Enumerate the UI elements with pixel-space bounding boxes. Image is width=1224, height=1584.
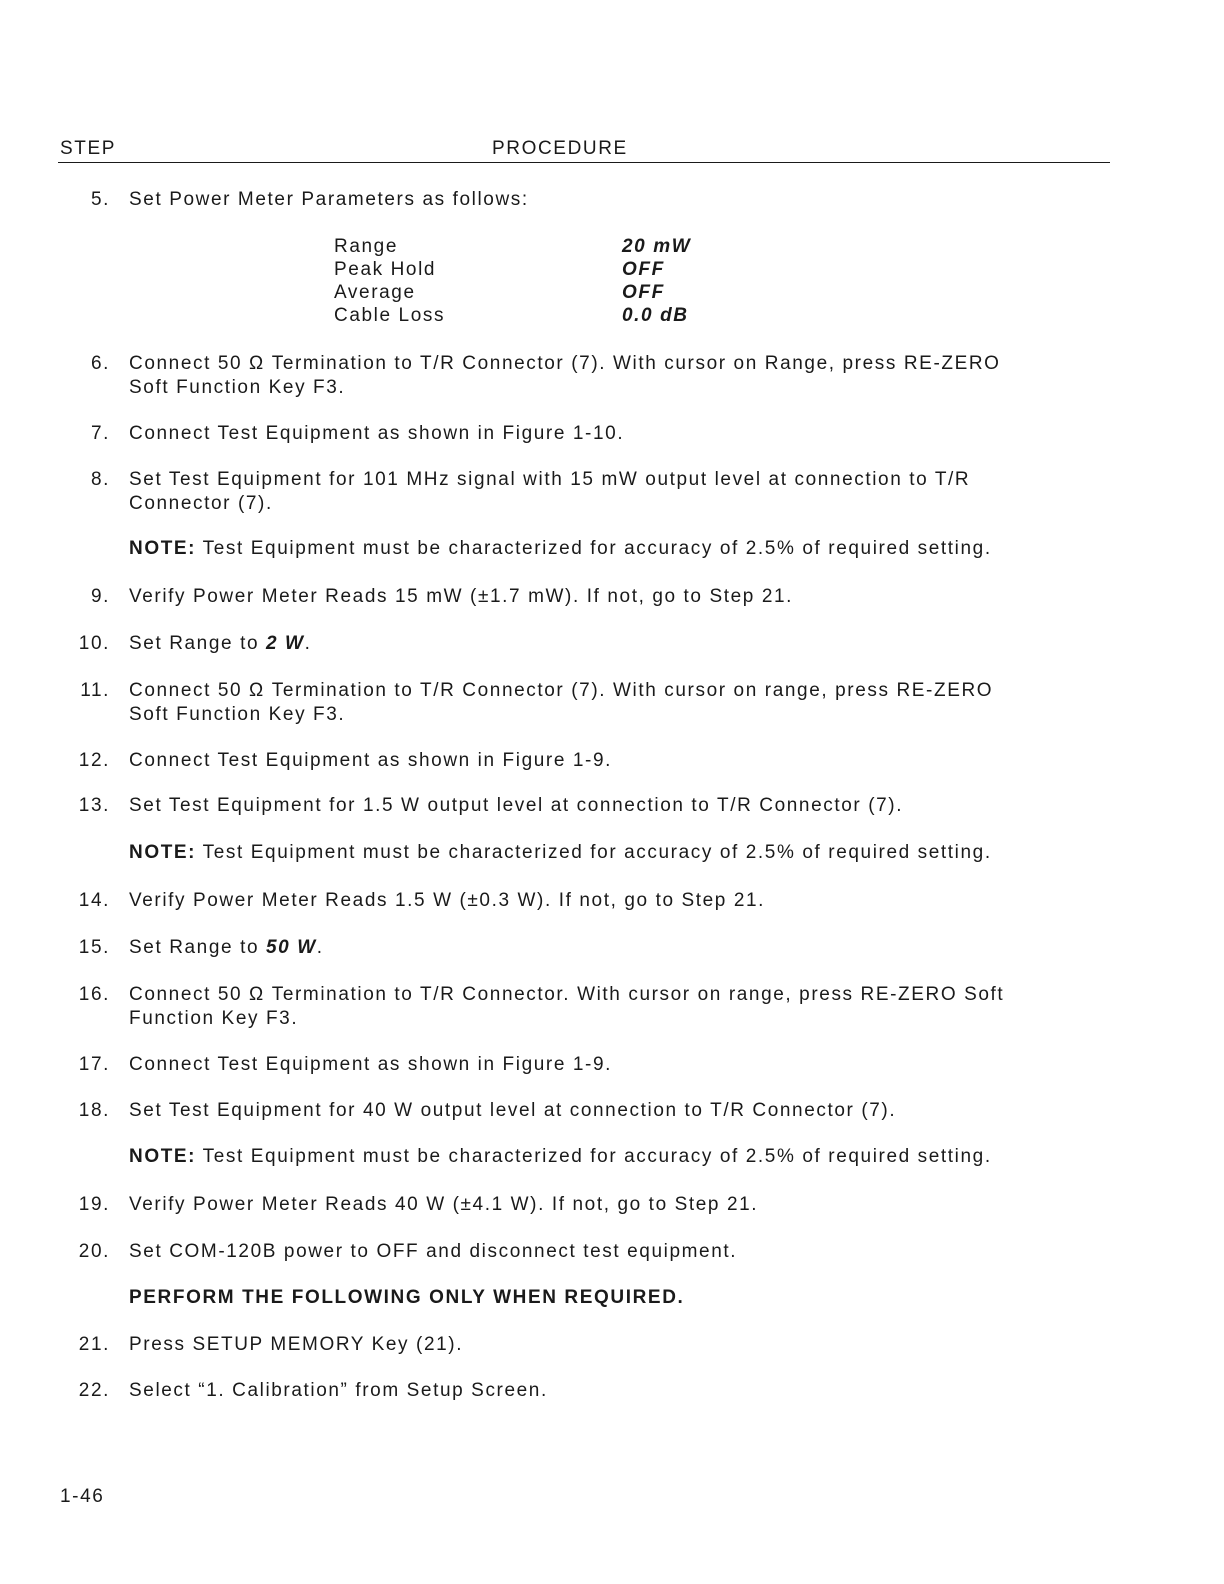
step-text-prefix: Set Range to <box>129 633 266 654</box>
page-header <box>60 138 1108 162</box>
step-number: 12. <box>78 750 110 771</box>
param-name: Cable Loss <box>334 305 446 326</box>
step-text <box>129 352 1109 400</box>
step-text-line: Soft Function Key F3. <box>129 377 346 398</box>
header-rule <box>58 162 1110 163</box>
param-name: Range <box>334 236 398 257</box>
step-number: 18. <box>78 1100 110 1121</box>
step-text-line: Soft Function Key F3. <box>129 704 346 725</box>
step-text: Select “1. Calibration” from Setup Screen. <box>129 1380 548 1401</box>
perform-heading-text: PERFORM THE FOLLOWING ONLY WHEN REQUIRED. <box>129 1287 685 1308</box>
step-text-line: Function Key F3. <box>129 1008 299 1029</box>
param-value: 20 mW <box>622 236 692 257</box>
step-text: Connect Test Equipment as shown in Figure 1-9. <box>129 750 613 771</box>
range-value: 50 W <box>266 937 317 958</box>
note-text <box>129 1145 1109 1169</box>
note-label: NOTE: <box>129 1146 197 1167</box>
param-name: Average <box>334 282 416 303</box>
step-text <box>129 468 1109 516</box>
step-text: Connect Test Equipment as shown in Figure 1-10. <box>129 423 625 444</box>
step-text <box>129 936 1109 960</box>
step-number: 17. <box>78 1054 110 1075</box>
step-text-prefix: Set Range to <box>129 937 266 958</box>
step-number: 6. <box>90 353 110 374</box>
step-text <box>129 983 1109 1031</box>
step-text-suffix: . <box>304 633 312 654</box>
step-number: 10. <box>78 633 110 654</box>
step-text: Set Power Meter Parameters as follows: <box>129 189 529 210</box>
step-text-line: Connector (7). <box>129 493 273 514</box>
step-text: Set Test Equipment for 40 W output level at connection to T/R Connector (7). <box>129 1100 897 1121</box>
step-text-suffix: . <box>316 937 324 958</box>
step-number: 8. <box>90 469 110 490</box>
param-value: OFF <box>622 259 665 280</box>
step-number: 19. <box>78 1194 110 1215</box>
step-text: Connect Test Equipment as shown in Figure 1-9. <box>129 1054 613 1075</box>
step-text: Verify Power Meter Reads 15 mW (±1.7 mW). If not, go to Step 21. <box>129 586 794 607</box>
step-text: Verify Power Meter Reads 40 W (±4.1 W). If not, go to Step 21. <box>129 1194 759 1215</box>
step-text-line: Connect 50 Ω Termination to T/R Connector (7). With cursor on range, press RE-ZERO <box>129 680 994 701</box>
step-text-line: Connect 50 Ω Termination to T/R Connector. With cursor on range, press RE-ZERO Soft <box>129 984 1005 1005</box>
step-text: Set Test Equipment for 1.5 W output level at connection to T/R Connector (7). <box>129 795 904 816</box>
note-label: NOTE: <box>129 842 197 863</box>
step-text <box>129 632 1109 656</box>
step-number: 14. <box>78 890 110 911</box>
step-text: Verify Power Meter Reads 1.5 W (±0.3 W). If not, go to Step 21. <box>129 890 766 911</box>
step-number: 22. <box>78 1380 110 1401</box>
step-text: Press SETUP MEMORY Key (21). <box>129 1334 464 1355</box>
note-label: NOTE: <box>129 538 197 559</box>
step-number: 9. <box>90 586 110 607</box>
note-body: Test Equipment must be characterized for accuracy of 2.5% of required setting. <box>196 842 992 863</box>
step-number: 11. <box>80 680 110 701</box>
step-text-line: Connect 50 Ω Termination to T/R Connector (7). With cursor on Range, press RE-ZERO <box>129 353 1001 374</box>
param-value: OFF <box>622 282 665 303</box>
note-body: Test Equipment must be characterized for accuracy of 2.5% of required setting. <box>196 1146 992 1167</box>
note-text <box>129 841 1109 865</box>
step-number: 21. <box>78 1334 110 1355</box>
param-name: Peak Hold <box>334 259 437 280</box>
step-number: 20. <box>78 1241 110 1262</box>
step-text: Set COM-120B power to OFF and disconnect test equipment. <box>129 1241 738 1262</box>
note-text <box>129 537 1109 561</box>
note-body: Test Equipment must be characterized for accuracy of 2.5% of required setting. <box>196 538 992 559</box>
step-number: 7. <box>90 423 110 444</box>
step-number: 15. <box>78 937 110 958</box>
step-number: 16. <box>78 984 110 1005</box>
procedure-column-heading: PROCEDURE <box>492 138 628 159</box>
step-text <box>129 679 1109 727</box>
step-text-line: Set Test Equipment for 101 MHz signal with 15 mW output level at connection to T/R <box>129 469 971 490</box>
step-column-heading: STEP <box>60 138 117 159</box>
param-value: 0.0 dB <box>622 305 689 326</box>
step-number: 5. <box>90 189 110 210</box>
step-number: 13. <box>78 795 110 816</box>
page-number: 1-46 <box>60 1486 105 1507</box>
range-value: 2 W <box>266 633 305 654</box>
